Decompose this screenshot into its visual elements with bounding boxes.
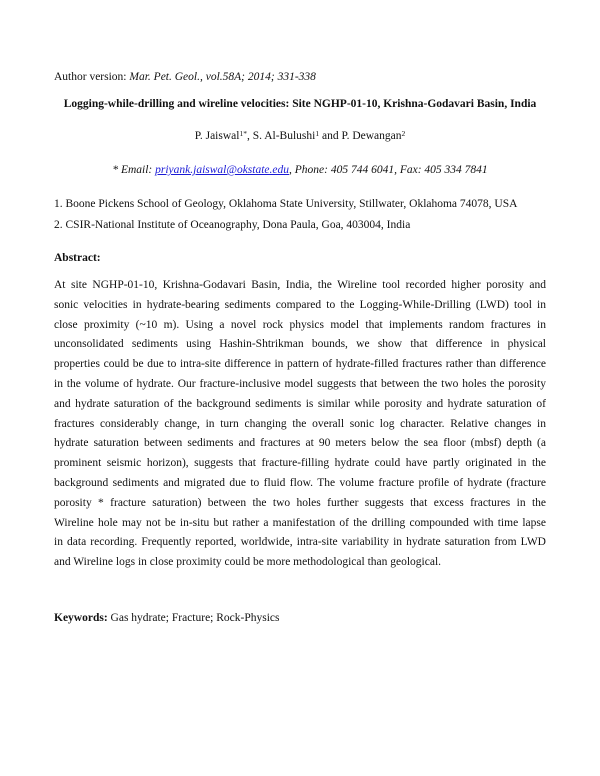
author-separator: ,: [246, 130, 253, 142]
abstract-line: in data recording. Frequently reported, worldwide, intra-site variability in hydrate saturation from LWD: [54, 536, 546, 549]
affiliation-1: 1. Boone Pickens School of Geology, Oklahoma State University, Stillwater, Oklahoma 74078, USA: [54, 198, 518, 210]
abstract-line: background sediments and migrated due to fluid flow. The volume fracture profile of hydrate (fracture: [54, 476, 546, 489]
phone-fax: , Phone: 405 744 6041, Fax: 405 334 7841: [289, 164, 488, 176]
abstract-line: close proximity (~10 m). Using a novel rock physics model that implements random fractures in: [54, 318, 546, 331]
abstract-line: unconsolidated sediments using Hashin-Shtrikman bounds, we show that difference in physical: [54, 338, 546, 351]
abstract-line: and hydrate saturation of the background sediments is similar while porosity and hydrate saturation of: [54, 397, 546, 410]
abstract-line: fractures considerably change, in turn changing the overall sonic log character. Relative changes in: [54, 417, 546, 430]
journal-citation: Mar. Pet. Geol., vol.58A; 2014; 331-338: [129, 71, 316, 83]
author-list: [0, 129, 600, 143]
abstract-line: sonic velocities in hydrate-bearing sediments compared to the Logging-While-Drilling (LWD) tool in: [54, 298, 546, 311]
keywords-line: [54, 611, 280, 625]
author-affiliation-mark: 2: [401, 129, 406, 138]
abstract-line: porosity * fracture saturation) between the two holes further suggests that excess fractures in the: [54, 496, 546, 509]
author-name: P. Dewangan: [341, 130, 402, 142]
email-label: * Email:: [112, 164, 156, 176]
author-affiliation-mark: 1*: [239, 129, 247, 138]
abstract-line: At site NGHP-01-10, Krishna-Godavari Basin, India, the Wireline tool recorded higher porosity and: [54, 279, 546, 291]
contact-line: [0, 163, 600, 177]
author-name: S. Al-Bulushi: [252, 130, 316, 142]
abstract-line: Wireline hole may not be in-situ but rather a manifestation of the drilling compounded with time lapse: [54, 516, 546, 529]
author-affiliation-mark: 1: [315, 129, 320, 138]
keywords-label: Keywords:: [54, 612, 108, 624]
author-name: P. Jaiswal: [194, 130, 240, 142]
email-link[interactable]: priyank.jaiswal@okstate.edu: [155, 164, 289, 176]
affiliation-2: 2. CSIR-National Institute of Oceanography, Dona Paula, Goa, 403004, India: [54, 219, 411, 231]
keywords-text: Gas hydrate; Fracture; Rock-Physics: [107, 612, 280, 624]
abstract-heading: Abstract:: [54, 252, 101, 264]
abstract-line: prominent seismic horizon), suggests that fracture-filling hydrate could have partly originated in the: [54, 457, 546, 470]
author-version-prefix: Author version:: [54, 71, 130, 83]
abstract-line: hydrate saturation between sediments and fractures at 90 meters below the sea floor (mbsf) depth (a: [54, 437, 546, 450]
author-separator: and: [319, 130, 342, 142]
abstract-body: [54, 276, 546, 573]
abstract-line: in the volume of hydrate. Our fracture-inclusive model suggests that between the two holes the porosity: [54, 377, 546, 390]
author-version-line: [54, 70, 316, 84]
abstract-line: and Wireline logs in close proximity could be more methodological than geological.: [54, 556, 442, 569]
paper-title: Logging-while-drilling and wireline velocities: Site NGHP-01-10, Krishna-Godavari Basin, India: [63, 98, 537, 110]
abstract-line: properties could be due to intra-site difference in pattern of hydrate-filled fractures rather than difference: [54, 358, 546, 371]
